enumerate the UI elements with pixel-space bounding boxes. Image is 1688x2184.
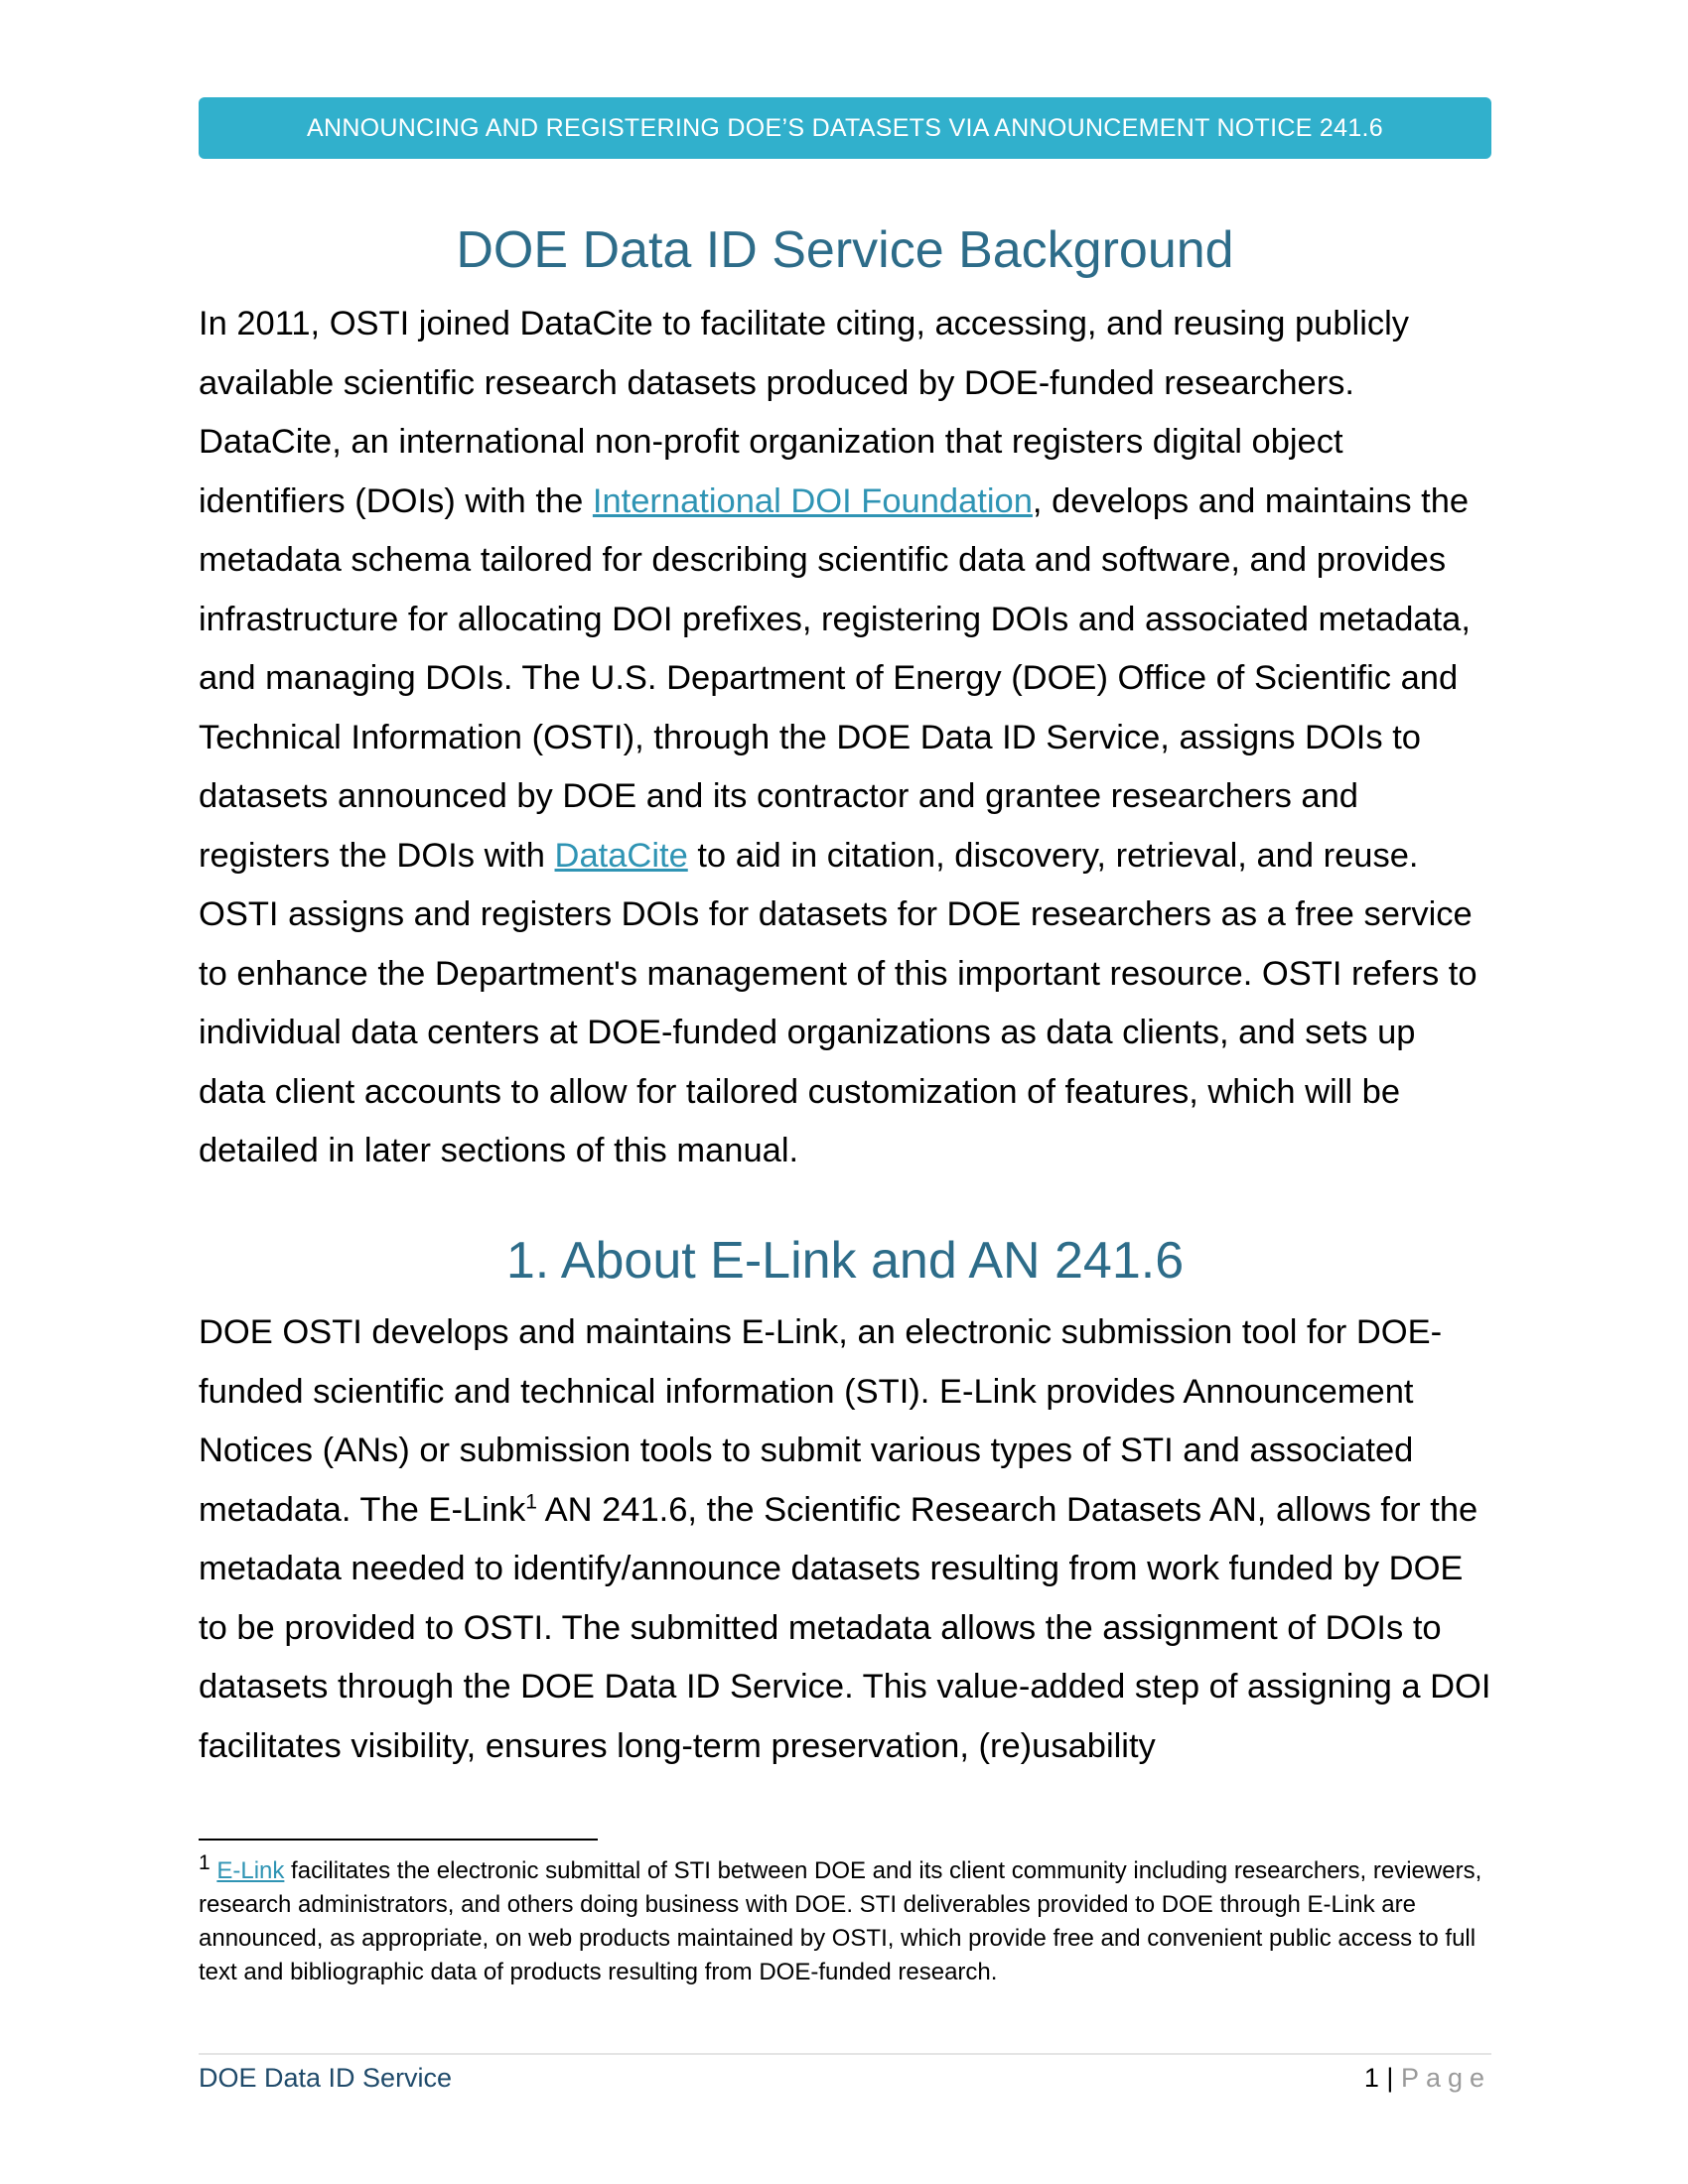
background-text-2: , develops and maintains the metadata schema tailored for describing scientific data and software, and provides infrastructure for allocating DOI prefixes, registering DOIs and associated metadata, and managing DOIs. The U.S. Department of Energy (DOE) Office of Scientific and Technical Information (OSTI), through the DOE Data ID Service, assigns DOIs to datasets announced by DOE and its contractor and grantee researchers and registers the DOIs with bbox=[199, 481, 1471, 875]
about-text-2: AN 241.6, the Scientific Research Datasets AN, allows for the metadata needed to identify/announce datasets resulting from work funded by DOE to be provided to OSTI. The submitted metadata allows the assignment of DOIs to datasets through the DOE Data ID Service. This value-added step of assigning a DOI facilitates visibility, ensures long-term preservation, (re)usability bbox=[199, 1490, 1491, 1765]
footer-title: DOE Data ID Service bbox=[199, 2063, 453, 2093]
datacite-link[interactable]: DataCite bbox=[554, 836, 688, 875]
page-number: 1 bbox=[1363, 2063, 1379, 2093]
footnote-number: 1 bbox=[199, 1851, 211, 1874]
page-separator: | bbox=[1378, 2063, 1401, 2093]
background-text-3: to aid in citation, discovery, retrieval, and reuse. OSTI assigns and registers DOIs for datasets for DOE researchers as a free service to enhance the Department's management of this important resource. OSTI refers to individual data centers at DOE-funded organizations as data clients, and sets up data client accounts to allow for tailored customization of features, which will be detailed in later sections of this manual. bbox=[199, 836, 1477, 1169]
header-banner bbox=[199, 97, 1491, 159]
section-title-background: DOE Data ID Service Background bbox=[456, 221, 1234, 279]
footnote-text: facilitates the electronic submittal of STI between DOE and its client community including researchers, reviewers, research administrators, and others doing business with DOE. STI deliverables provided to DOE through E-Link are announced, as appropriate, on web products maintained by OSTI, which provide free and convenient public access to full text and bibliographic data of products resulting from DOE-funded research. bbox=[199, 1857, 1482, 1985]
footnote-reference[interactable]: 1 bbox=[525, 1490, 537, 1513]
footnote-separator bbox=[199, 1839, 598, 1841]
international-doi-foundation-link[interactable]: International DOI Foundation bbox=[592, 481, 1033, 520]
section-title-about: 1. About E-Link and AN 241.6 bbox=[505, 1232, 1185, 1290]
about-text-1: DOE OSTI develops and maintains E-Link, an electronic submission tool for DOE-funded scientific and technical information (STI). E-Link provides Announcement Notices (ANs) or submission tools to submit various types of STI and associated metadata. The E-Link bbox=[199, 1313, 1443, 1529]
footer-page-indicator bbox=[1364, 2058, 1491, 2098]
header-banner-text: ANNOUNCING AND REGISTERING DOE’S DATASETS VIA ANNOUNCEMENT NOTICE 241.6 bbox=[307, 113, 1383, 142]
background-paragraph bbox=[199, 295, 1491, 1181]
e-link-link[interactable]: E-Link bbox=[216, 1857, 285, 1884]
footnote bbox=[199, 1851, 1491, 1989]
footer-divider bbox=[199, 2053, 1491, 2055]
page-word: Page bbox=[1400, 2063, 1491, 2093]
background-text-1: In 2011, OSTI joined DataCite to facilitate citing, accessing, and reusing publicly available scientific research datasets produced by DOE-funded researchers. DataCite, an international non-profit organization that registers digital object identifiers (DOIs) with the bbox=[199, 305, 1410, 520]
about-paragraph bbox=[199, 1303, 1491, 1776]
